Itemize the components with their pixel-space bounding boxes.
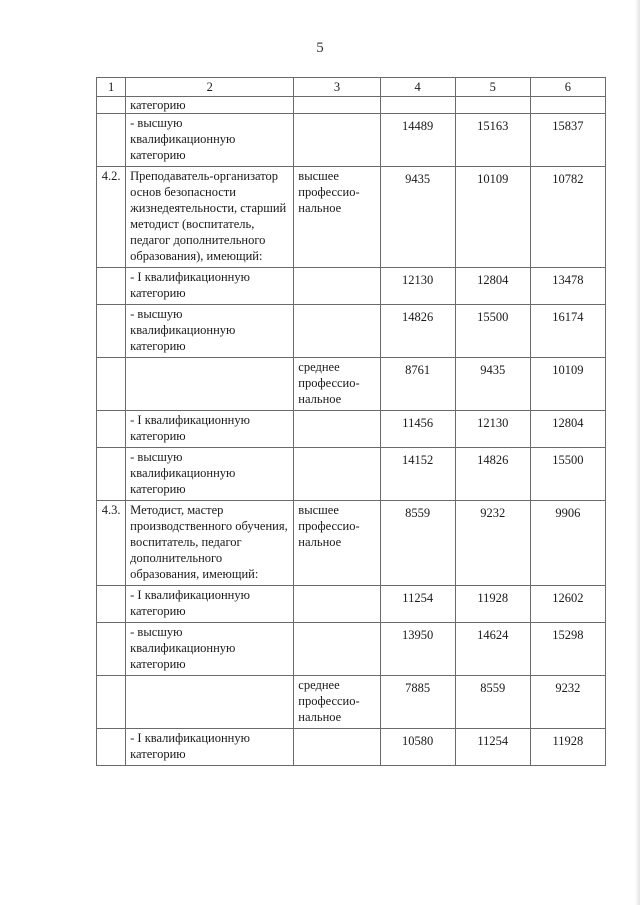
value-cell: 14826 [455,448,530,501]
number-cell [97,623,126,676]
education-cell [294,448,380,501]
position-cell: - высшую квалификационную категорию [126,114,294,167]
table-row [97,586,606,623]
value-cell: 9435 [380,167,455,268]
value-cell: 11254 [455,729,530,766]
education-cell [294,268,380,305]
value-cell: 15500 [455,305,530,358]
number-cell: 4.2. [97,167,126,268]
value-cell: 12804 [530,411,605,448]
table-row [97,97,606,114]
value-cell: 14624 [455,623,530,676]
position-cell: - I квалификационную категорию [126,586,294,623]
number-cell [97,448,126,501]
position-cell [126,358,294,411]
value-cell: 7885 [380,676,455,729]
table-row [97,729,606,766]
table-row [97,305,606,358]
education-cell: высшее профессио-нальное [294,167,380,268]
value-cell: 12804 [455,268,530,305]
header-cell: 5 [455,78,530,97]
value-cell: 10580 [380,729,455,766]
number-cell [97,268,126,305]
header-cell: 4 [380,78,455,97]
value-cell [380,97,455,114]
value-cell: 15500 [530,448,605,501]
value-cell: 14489 [380,114,455,167]
position-cell: Преподаватель-организатор основ безопасности жизнедеятельности, старший методист (воспитатель, педагог дополнительного образования), имеющий: [126,167,294,268]
number-cell [97,358,126,411]
table-row [97,411,606,448]
position-cell: Методист, мастер производственного обучения, воспитатель, педагог дополнительного образования, имеющий: [126,501,294,586]
value-cell: 11928 [530,729,605,766]
value-cell: 13950 [380,623,455,676]
value-cell: 10782 [530,167,605,268]
education-cell: среднее профессио-нальное [294,358,380,411]
header-cell: 1 [97,78,126,97]
position-cell [126,676,294,729]
value-cell: 12130 [455,411,530,448]
value-cell: 10109 [530,358,605,411]
value-cell: 15163 [455,114,530,167]
position-cell: - I квалификационную категорию [126,411,294,448]
value-cell: 14826 [380,305,455,358]
value-cell: 11254 [380,586,455,623]
education-cell: среднее профессио-нальное [294,676,380,729]
table-row [97,448,606,501]
position-cell: категорию [126,97,294,114]
number-cell [97,305,126,358]
table-row [97,676,606,729]
value-cell: 9232 [455,501,530,586]
header-cell: 3 [294,78,380,97]
value-cell: 8559 [380,501,455,586]
education-cell [294,411,380,448]
table-row [97,501,606,586]
position-cell: - I квалификационную категорию [126,268,294,305]
education-cell [294,729,380,766]
value-cell: 12602 [530,586,605,623]
value-cell [530,97,605,114]
position-cell: - высшую квалификационную категорию [126,448,294,501]
scan-edge [635,0,640,905]
education-cell [294,305,380,358]
education-cell [294,623,380,676]
table-row [97,623,606,676]
header-cell: 6 [530,78,605,97]
number-cell [97,97,126,114]
education-cell [294,586,380,623]
position-cell: - высшую квалификационную категорию [126,305,294,358]
number-cell [97,729,126,766]
value-cell: 9232 [530,676,605,729]
value-cell: 12130 [380,268,455,305]
value-cell: 10109 [455,167,530,268]
number-cell [97,411,126,448]
number-cell [97,676,126,729]
value-cell [455,97,530,114]
education-cell: высшее профессио-нальное [294,501,380,586]
table-row [97,268,606,305]
value-cell: 15837 [530,114,605,167]
number-cell: 4.3. [97,501,126,586]
value-cell: 11928 [455,586,530,623]
page-number: 5 [316,40,324,56]
value-cell: 15298 [530,623,605,676]
value-cell: 13478 [530,268,605,305]
number-cell [97,114,126,167]
value-cell: 8559 [455,676,530,729]
value-cell: 8761 [380,358,455,411]
value-cell: 11456 [380,411,455,448]
education-cell [294,114,380,167]
header-cell: 2 [126,78,294,97]
table-header-row [97,78,606,97]
position-cell: - высшую квалификационную категорию [126,623,294,676]
value-cell: 9906 [530,501,605,586]
value-cell: 16174 [530,305,605,358]
value-cell: 14152 [380,448,455,501]
table-row [97,358,606,411]
value-cell: 9435 [455,358,530,411]
position-cell: - I квалификационную категорию [126,729,294,766]
salary-table [96,77,606,766]
number-cell [97,586,126,623]
table-row [97,167,606,268]
table-row [97,114,606,167]
education-cell [294,97,380,114]
